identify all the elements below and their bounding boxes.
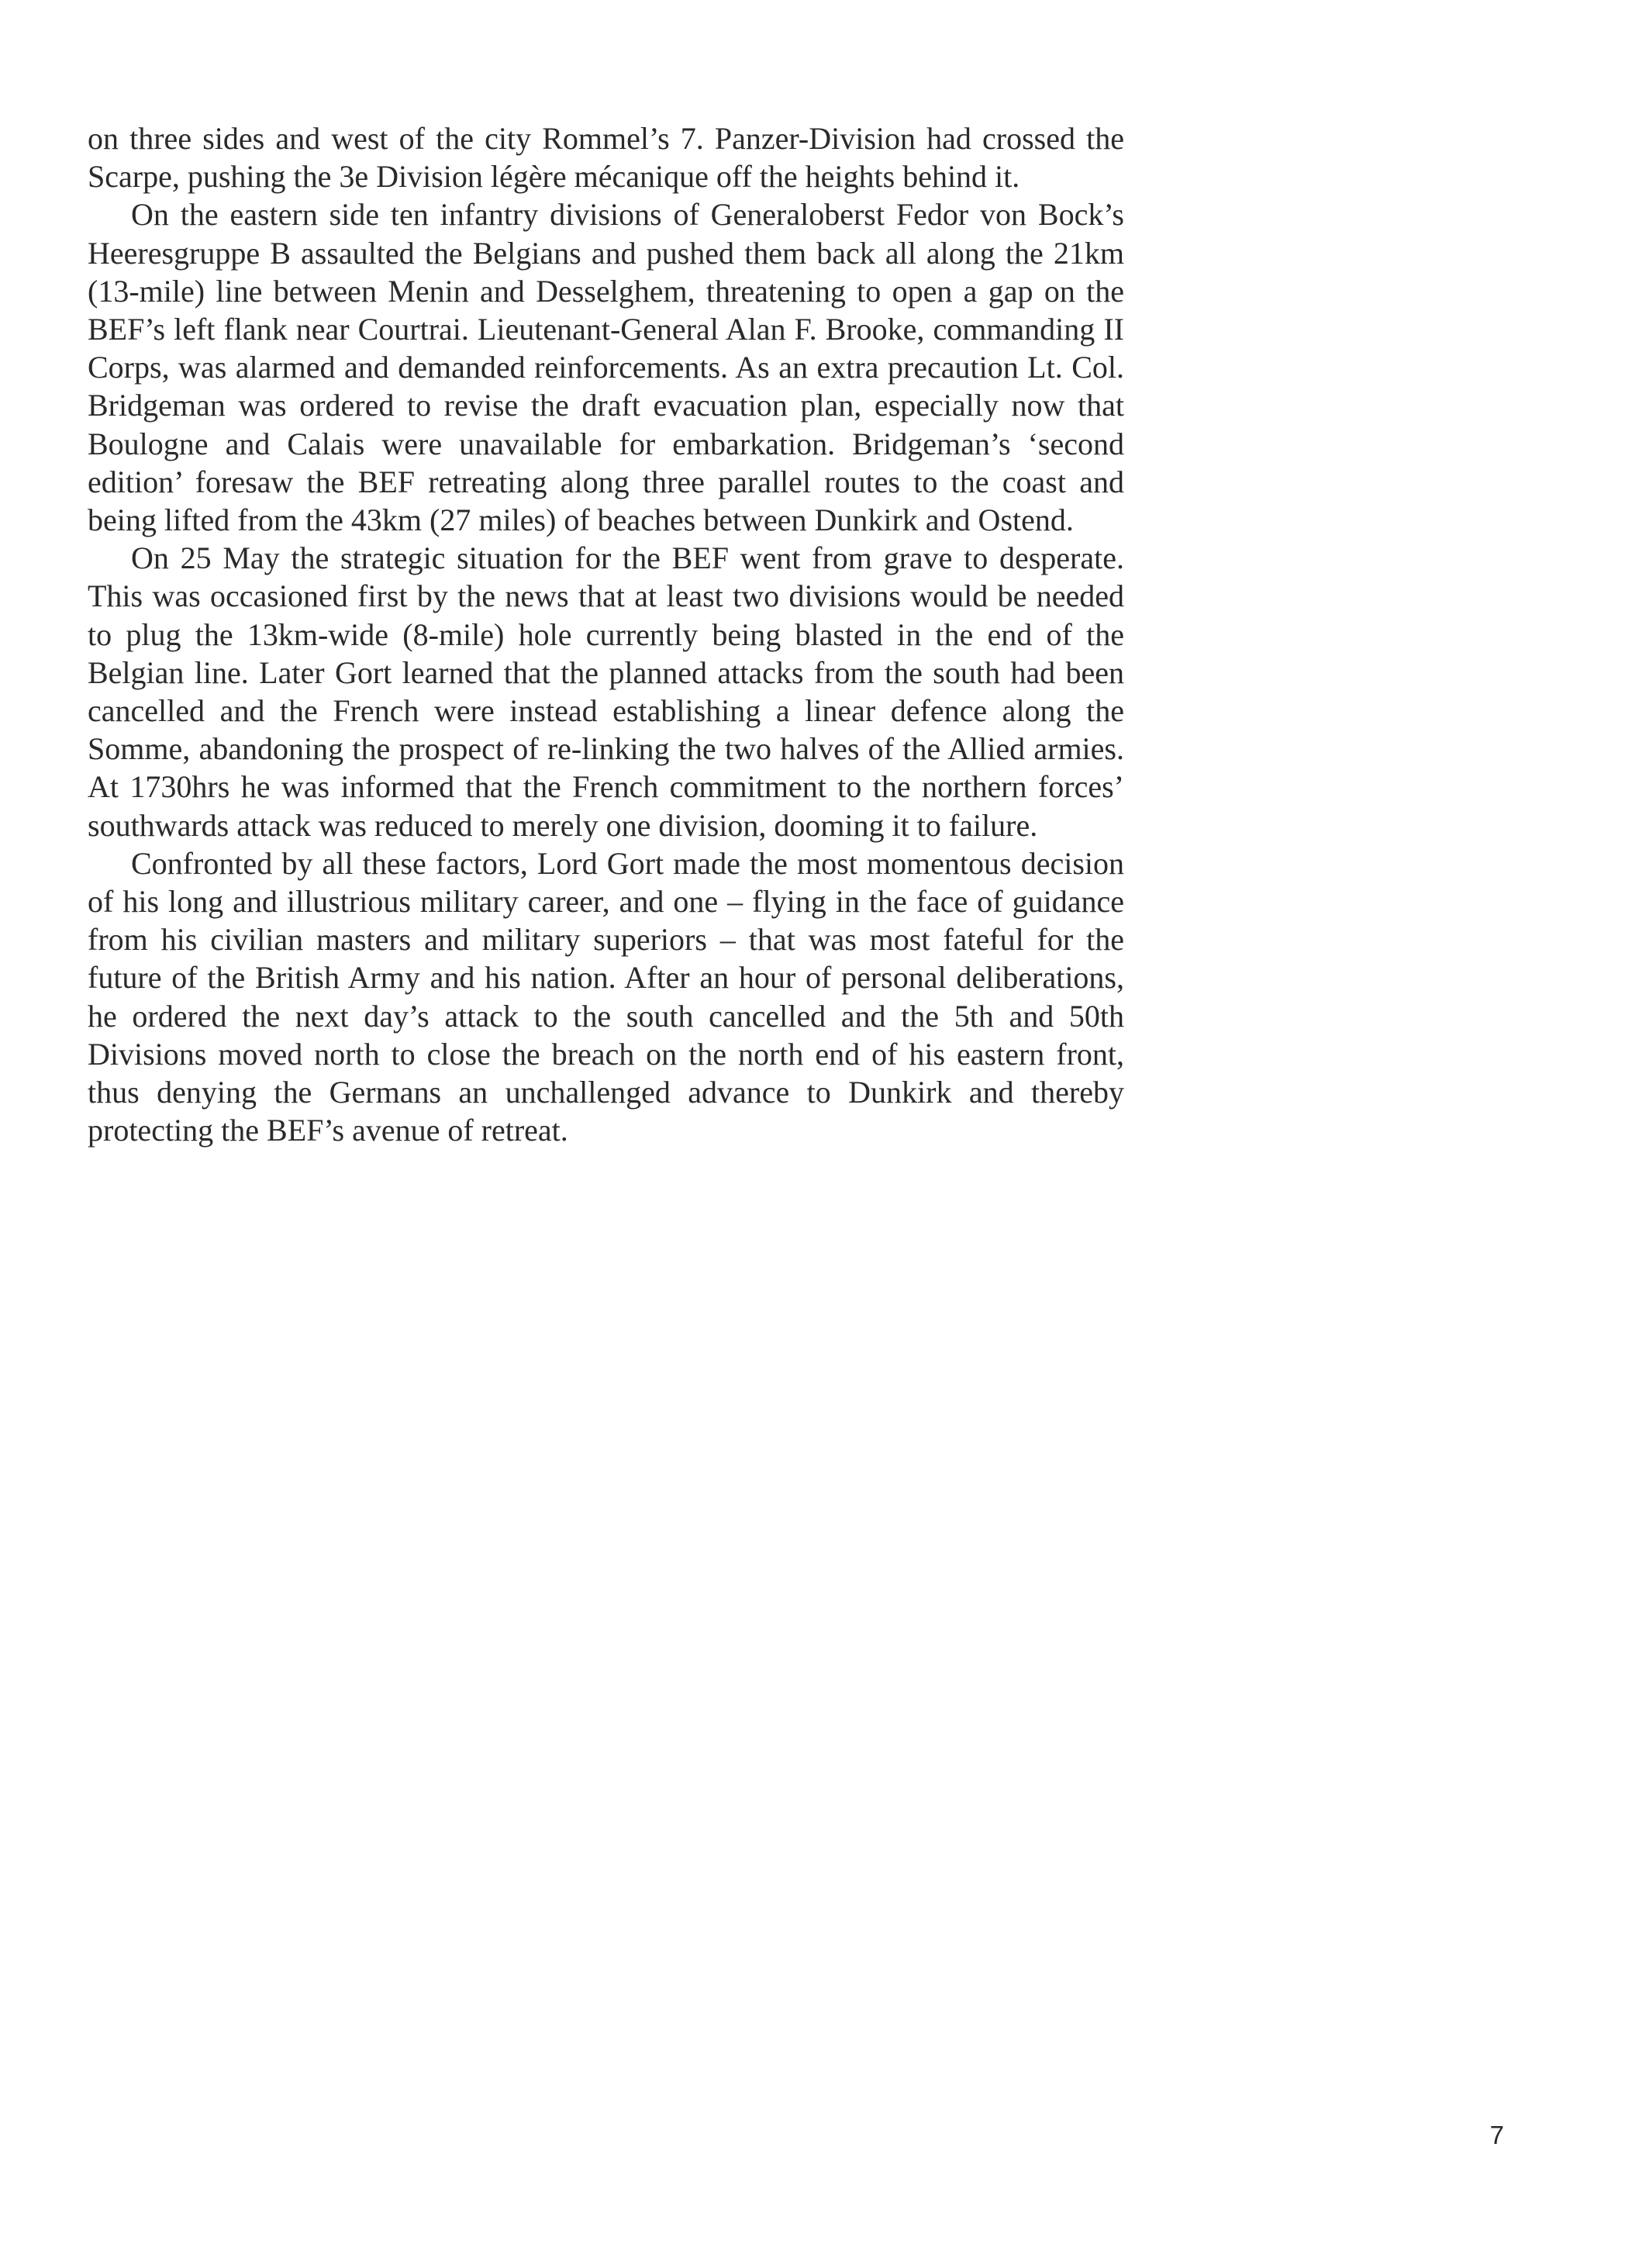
paragraph-continued: on three sides and west of the city Rommel’s 7. Panzer-Division had crossed the Scarpe, pushing the 3e Division légère mécanique off the heights behind it. <box>88 121 1124 195</box>
paragraph-25-may: On 25 May the strategic situation for the BEF went from grave to desperate. This was occasioned first by the news that at least two divisions would be needed to plug the 13km-wide (8-mile) hole currently being blasted in the end of the Belgian line. Later Gort learned that the planned attacks from the south had been cancelled and the French were instead establishing a linear defence along the Somme, abandoning the prospect of re-linking the two halves of the Allied armies. At 1730hrs he was informed that the French commitment to the northern forces’ southwards attack was reduced to merely one division, dooming it to failure. <box>88 540 1124 843</box>
paragraph-eastern-side: On the eastern side ten infantry divisions of Generaloberst Fedor von Bock’s Heeresgruppe B assaulted the Belgians and pushed them back all along the 21km (13-mile) line between Menin and Desselghem, threatening to open a gap on the BEF’s left flank near Courtrai. Lieutenant-General Alan F. Brooke, commanding II Corps, was alarmed and demanded reinforcements. As an extra precaution Lt. Col. Bridgeman was ordered to revise the draft evacuation plan, especially now that Boulogne and Calais were unavailable for embarkation. Bridgeman’s ‘second edition’ foresaw the BEF retreating along three parallel routes to the coast and being lifted from the 43km (27 miles) of beaches between Dunkirk and Ostend. <box>88 197 1124 538</box>
paragraph-gort-decision: Confronted by all these factors, Lord Gort made the most momentous decision of his long and illustrious military career, and one – flying in the face of guidance from his civilian masters and military superiors – that was most fateful for the future of the British Army and his nation. After an hour of personal deliberations, he ordered the next day’s attack to the south cancelled and the 5th and 50th Divisions moved north to close the breach on the north end of his eastern front, thus denying the Germans an unchallenged advance to Dunkirk and thereby protecting the BEF’s avenue of retreat. <box>88 845 1124 1148</box>
page-number: 7 <box>1489 2121 1504 2149</box>
body-text <box>88 119 1124 1149</box>
